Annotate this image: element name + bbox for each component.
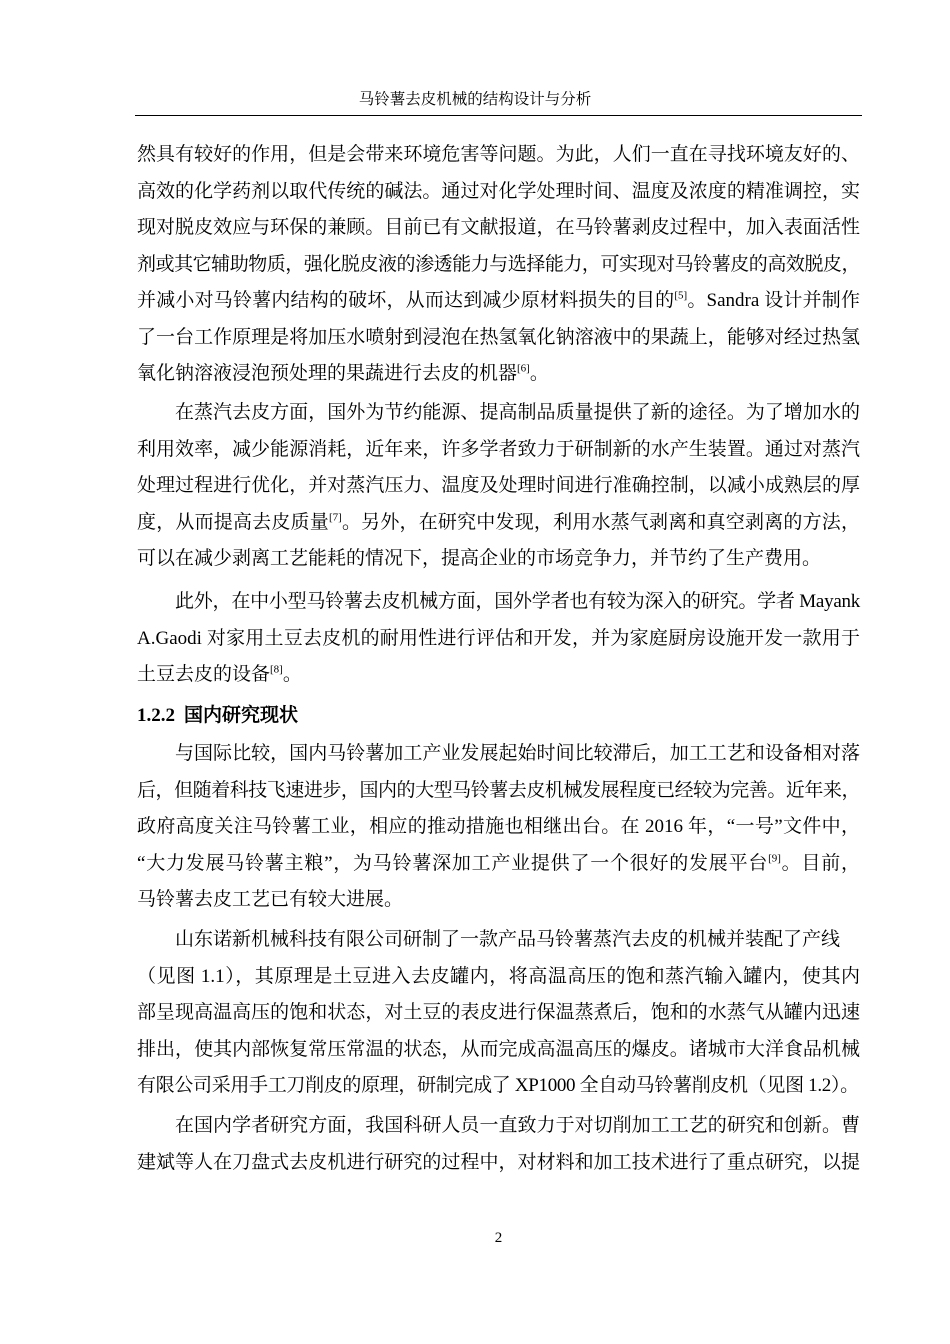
paragraph-domestic-overview (137, 736, 860, 919)
section-heading (137, 698, 860, 735)
text-run: 。 (529, 363, 549, 384)
text-run: 度，从而提高去皮质量 (137, 511, 329, 533)
text-line: （见图 1.1），其原理是土豆进入去皮罐内，将高温高压的饱和蒸汽输入罐内，使其内 (137, 965, 860, 987)
citation-ref: [8] (270, 663, 283, 676)
header-rule (135, 115, 862, 116)
text-line: 与国际比较，国内马铃薯加工产业发展起始时间比较滞后，加工工艺和设备相对落 (175, 743, 860, 764)
text-line: 排出，使其内部恢复常压常温的状态，从而完成高温高压的爆皮。诸城市大洋食品机械 (137, 1038, 860, 1060)
text-line: 高效的化学药剂以取代传统的碱法。通过对化学处理时间、温度及浓度的精准调控，实 (137, 180, 860, 202)
paragraph-small-peelers (137, 584, 860, 694)
text-line: 有限公司采用手工刀削皮的原理，研制完成了 XP1000 全自动马铃薯削皮机（见图 1.2）。 (137, 1075, 859, 1096)
text-line (137, 356, 860, 393)
text-run: 土豆去皮的设备 (137, 664, 271, 685)
text-line: 在国内学者研究方面，我国科研人员一直致力于对切削加工工艺的研究和创新。曹 (175, 1115, 860, 1136)
section-number: 1.2.2 (137, 705, 175, 726)
text-line: 建斌等人在刀盘式去皮机进行研究的过程中，对材料和加工技术进行了重点研究，以提 (137, 1151, 860, 1173)
text-run: 。Sandra 设计并制作 (687, 290, 860, 311)
text-run: 氧化钠溶液浸泡预处理的果蔬进行去皮的机器 (137, 363, 518, 384)
text-line: 然具有较好的作用，但是会带来环境危害等问题。为此，人们一直在寻找环境友好的、 (137, 144, 860, 165)
text-line (137, 505, 860, 542)
citation-ref: [6] (517, 362, 530, 375)
text-line: 后，但随着科技飞速进步，国内的大型马铃薯去皮机械发展程度已经较为完善。近年来， (137, 779, 860, 801)
text-line (137, 846, 860, 883)
text-line: 了一台工作原理是将加压水喷射到浸泡在热氢氧化钠溶液中的果蔬上，能够对经过热氢 (137, 326, 860, 348)
text-run: 并减小对马铃薯内结构的破坏，从而达到减少原材料损失的目的 (137, 290, 675, 311)
text-run: “大力发展马铃薯主粮”，为马铃薯深加工产业提供了一个很好的发展平台 (137, 852, 769, 874)
text-line: 在蒸汽去皮方面，国外为节约能源、提高制品质量提供了新的途径。为了增加水的 (175, 402, 860, 423)
text-line: 山东诺新机械科技有限公司研制了一款产品马铃薯蒸汽去皮的机械并装配了产线 (175, 929, 841, 950)
paragraph-steam-peeling (137, 395, 860, 578)
text-line: A.Gaodi 对家用土豆去皮机的耐用性进行评估和开发，并为家庭厨房设施开发一款用于 (137, 627, 860, 649)
citation-ref: [7] (328, 511, 342, 524)
text-line: 马铃薯去皮工艺已有较大进展。 (137, 889, 404, 910)
paragraph-domestic-research (137, 1108, 860, 1181)
text-line (137, 657, 860, 694)
page-number: 2 (494, 1230, 503, 1246)
text-line: 政府高度关注马铃薯工业，相应的推动措施也相继出台。在 2016 年，“一号”文件中， (137, 816, 860, 837)
text-line: 此外，在中小型马铃薯去皮机械方面，国外学者也有较为深入的研究。学者 Mayank (175, 591, 860, 612)
header-title: 马铃薯去皮机械的结构设计与分析 (358, 91, 592, 108)
citation-ref: [5] (674, 289, 688, 302)
paragraph-chemical-peeling (137, 137, 860, 393)
text-line: 处理过程进行优化，并对蒸汽压力、温度及处理时间进行准确控制，以减小成熟层的厚 (137, 475, 860, 496)
text-line (137, 283, 860, 320)
section-title: 国内研究现状 (184, 705, 299, 726)
text-run: 。另外，在研究中发现，利用水蒸气剥离和真空剥离的方法， (341, 511, 860, 533)
paragraph-domestic-machines (137, 922, 860, 1105)
text-line: 可以在减少剥离工艺能耗的情况下，提高企业的市场竞争力，并节约了生产费用。 (137, 548, 822, 569)
citation-ref: [9] (768, 852, 781, 865)
text-run: 。目前， (780, 852, 860, 874)
text-run: 。 (282, 664, 302, 685)
text-line: 部呈现高温高压的饱和状态，对土豆的表皮进行保温蒸煮后，饱和的水蒸气从罐内迅速 (137, 1002, 860, 1023)
text-line: 现对脱皮效应与环保的兼顾。目前已有文献报道，在马铃薯剥皮过程中，加入表面活性 (137, 217, 860, 238)
text-line: 剂或其它辅助物质，强化脱皮液的渗透能力与选择能力，可实现对马铃薯皮的高效脱皮， (137, 253, 860, 275)
text-line: 利用效率，减少能源消耗，近年来，许多学者致力于研制新的水产生装置。通过对蒸汽 (137, 438, 860, 460)
